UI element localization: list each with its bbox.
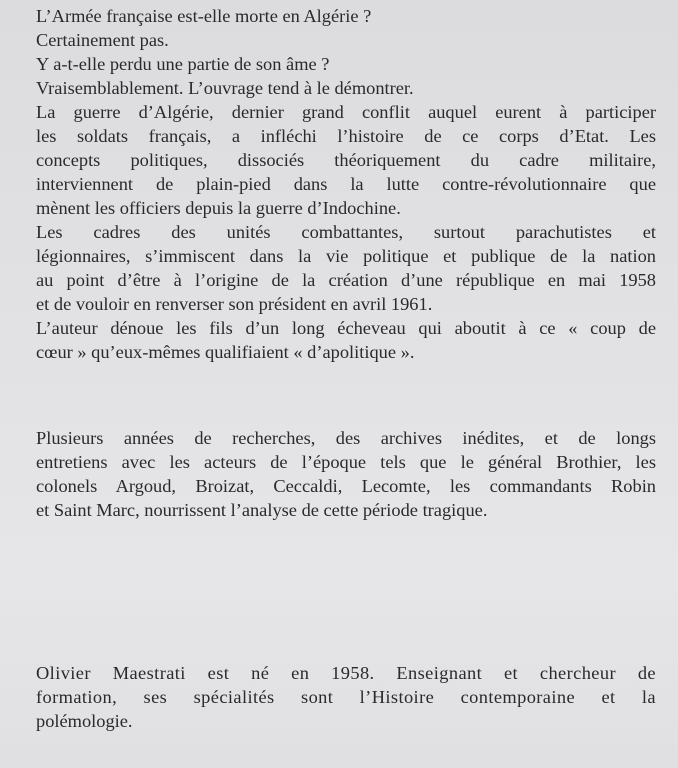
intro-line: les soldats français, a infléchi l’histoire de ce corps d’Etat. Les [36, 126, 656, 146]
intro-line: au point d’être à l’origine de la création d’une république en mai 1958 [36, 270, 656, 290]
intro-line: légionnaires, s’immiscent dans la vie politique et publique de la nation [36, 246, 656, 266]
intro-line: Les cadres des unités combattantes, surtout parachutistes et [36, 222, 656, 242]
intro-line: concepts politiques, dissociés théoriquement du cadre militaire, [36, 150, 656, 170]
research-line: entretiens avec les acteurs de l’époque tels que le général Brothier, les [36, 452, 656, 472]
research-line: colonels Argoud, Broizat, Ceccaldi, Lecomte, les commandants Robin [36, 476, 656, 496]
intro-line: L’Armée française est-elle morte en Algérie ? [36, 6, 372, 26]
intro-line: interviennent de plain-pied dans la lutte contre-révolutionnaire que [36, 174, 656, 194]
intro-line: mènent les officiers depuis la guerre d’Indochine. [36, 198, 401, 218]
intro-line: L’auteur dénoue les fils d’un long écheveau qui aboutit à ce « coup de [36, 318, 656, 338]
intro-paragraph [36, 4, 656, 364]
author-line: formation, ses spécialités sont l’Histoire contemporaine et la [36, 687, 656, 707]
research-line: et Saint Marc, nourrissent l’analyse de cette période tragique. [36, 500, 488, 520]
author-line: Olivier Maestrati est né en 1958. Enseignant et chercheur de [36, 663, 656, 683]
intro-line: Certainement pas. [36, 30, 169, 50]
research-line: Plusieurs années de recherches, des archives inédites, et de longs [36, 428, 656, 448]
intro-line: et de vouloir en renverser son président en avril 1961. [36, 294, 433, 314]
intro-line: cœur » qu’eux-mêmes qualifiaient « d’apolitique ». [36, 342, 415, 362]
author-bio [36, 661, 656, 733]
research-paragraph [36, 426, 656, 522]
intro-line: Y a-t-elle perdu une partie de son âme ? [36, 54, 330, 74]
intro-line: Vraisemblablement. L’ouvrage tend à le démontrer. [36, 78, 414, 98]
intro-line: La guerre d’Algérie, dernier grand conflit auquel eurent à participer [36, 102, 656, 122]
author-line: polémologie. [36, 711, 133, 731]
